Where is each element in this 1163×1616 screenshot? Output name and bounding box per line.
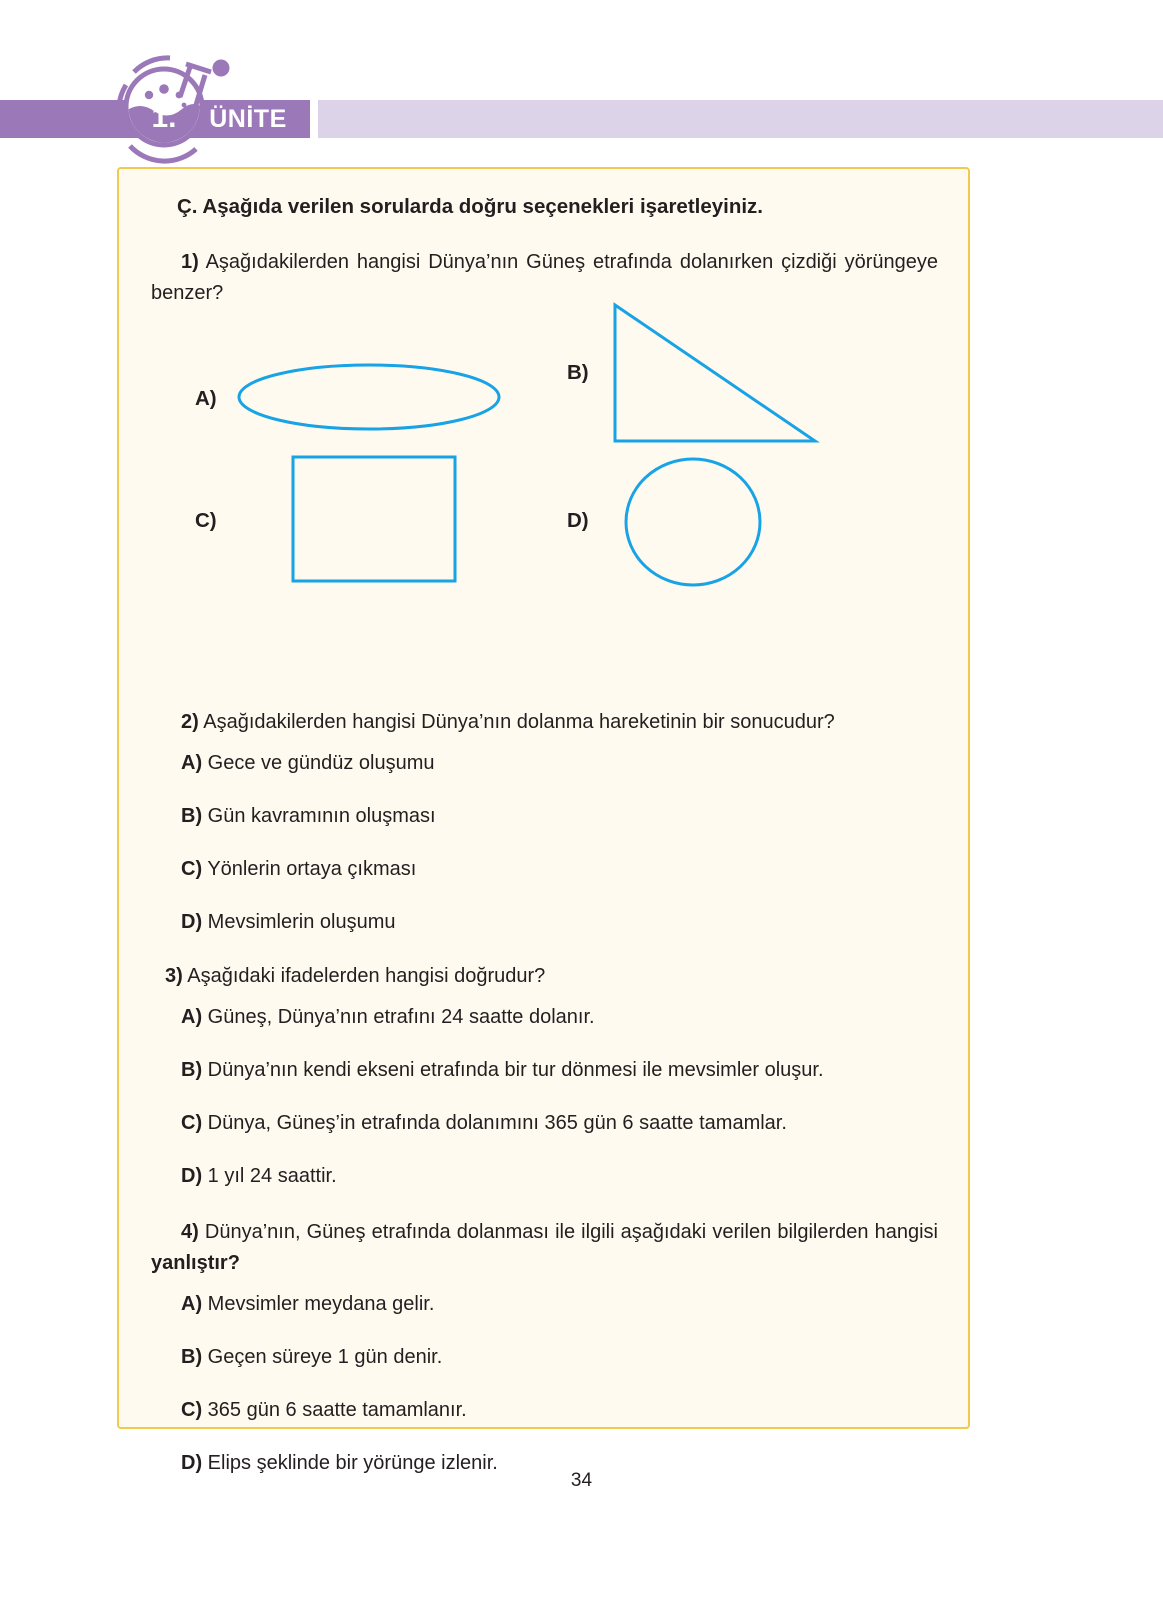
- option-4c[interactable]: [181, 1395, 938, 1425]
- option-2c[interactable]: [181, 854, 938, 884]
- option-4a-letter: A): [181, 1292, 203, 1315]
- option-1b[interactable]: [567, 361, 607, 385]
- option-3b-letter: B): [181, 1058, 203, 1081]
- right-triangle-shape: [611, 301, 821, 456]
- option-4c-letter: C): [181, 1398, 203, 1421]
- unit-label-text: ÜNİTE: [209, 104, 287, 133]
- option-4a-text: Mevsimler meydana gelir.: [207, 1292, 435, 1315]
- option-4b-text: Geçen süreye 1 gün denir.: [207, 1345, 443, 1368]
- option-4d-text: Elips şeklinde bir yörünge izlenir.: [207, 1451, 498, 1474]
- option-2d-text: Mevsimlerin oluşumu: [207, 910, 396, 933]
- question-1-text: Aşağıdakilerden hangisi Dünya’nın Güneş etrafında dolanırken çizdiği yörüngeye benzer?: [151, 250, 938, 304]
- option-2b-letter: B): [181, 804, 203, 827]
- unit-flask-emblem: [104, 45, 234, 165]
- question-2: [151, 707, 938, 937]
- circle-shape: [623, 456, 763, 593]
- option-4a[interactable]: [181, 1289, 938, 1319]
- option-2b-text: Gün kavramının oluşması: [207, 804, 436, 827]
- option-2a-text: Gece ve gündüz oluşumu: [207, 751, 435, 774]
- option-3d-text: 1 yıl 24 saattir.: [207, 1164, 337, 1187]
- question-2-number: 2): [181, 710, 199, 733]
- option-1c[interactable]: [195, 509, 235, 533]
- page-number: 34: [570, 1470, 593, 1491]
- question-2-options: [151, 748, 938, 937]
- option-2a[interactable]: [181, 748, 938, 778]
- option-1c-letter: C): [195, 508, 217, 532]
- question-3-options: [151, 1002, 938, 1191]
- question-1-stem: [151, 247, 938, 309]
- question-3-number: 3): [165, 964, 183, 987]
- question-1-number: 1): [181, 250, 199, 273]
- option-3b[interactable]: [181, 1055, 938, 1085]
- exercise-panel: [117, 167, 970, 1474]
- option-4b-letter: B): [181, 1345, 203, 1368]
- question-2-text: Aşağıdakilerden hangisi Dünya’nın dolanma hareketinin bir sonucudur?: [203, 710, 835, 733]
- question-4-text: Dünya’nın, Güneş etrafında dolanması ile ilgili aşağıdaki verilen bilgilerden hangisi: [204, 1220, 939, 1243]
- option-1d-letter: D): [567, 508, 589, 532]
- question-3-text: Aşağıdaki ifadelerden hangisi doğrudur?: [187, 964, 546, 987]
- option-4c-text: 365 gün 6 saatte tamamlanır.: [207, 1398, 467, 1421]
- question-4-emphasis: yanlıştır?: [151, 1251, 240, 1274]
- option-2d-letter: D): [181, 910, 203, 933]
- option-2c-letter: C): [181, 857, 203, 880]
- square-shape: [291, 455, 459, 588]
- option-1a[interactable]: [195, 361, 503, 438]
- ellipse-shape: [235, 361, 503, 438]
- question-4-options: [151, 1289, 938, 1478]
- option-3a-text: Güneş, Dünya’nın etrafını 24 saatte dolanır.: [207, 1005, 595, 1028]
- section-heading: Ç. Aşağıda verilen sorularda doğru seçenekleri işaretleyiniz.: [177, 195, 764, 218]
- header-band-right-light: [318, 100, 1163, 138]
- option-3d-letter: D): [181, 1164, 203, 1187]
- flask-icon: [104, 45, 234, 165]
- option-1d[interactable]: [567, 509, 607, 533]
- question-4: [151, 1217, 938, 1478]
- option-4b[interactable]: [181, 1342, 938, 1372]
- question-3-stem: [165, 961, 938, 992]
- option-3a-letter: A): [181, 1005, 203, 1028]
- option-4d-letter: D): [181, 1451, 203, 1474]
- option-3a[interactable]: [181, 1002, 938, 1032]
- option-3c-letter: C): [181, 1111, 203, 1134]
- option-3b-text: Dünya’nın kendi ekseni etrafında bir tur dönmesi ile mevsimler oluşur.: [207, 1058, 824, 1081]
- question-1-shape-options: [151, 331, 938, 653]
- question-3: [151, 961, 938, 1191]
- option-3c-text: Dünya, Güneş’in etrafında dolanımını 365 gün 6 saatte tamamlar.: [207, 1111, 787, 1134]
- option-3d[interactable]: [181, 1161, 938, 1191]
- question-4-stem: [151, 1217, 938, 1279]
- option-1a-letter: A): [195, 387, 217, 411]
- question-4-number: 4): [181, 1220, 199, 1243]
- question-1: [151, 247, 938, 653]
- option-2d[interactable]: [181, 907, 938, 937]
- unit-number-text: 1.: [151, 101, 177, 134]
- option-1b-letter: B): [567, 360, 589, 384]
- option-3c[interactable]: [181, 1108, 938, 1138]
- option-2c-text: Yönlerin ortaya çıkması: [207, 857, 417, 880]
- option-2a-letter: A): [181, 751, 203, 774]
- option-2b[interactable]: [181, 801, 938, 831]
- question-2-stem: [181, 707, 938, 738]
